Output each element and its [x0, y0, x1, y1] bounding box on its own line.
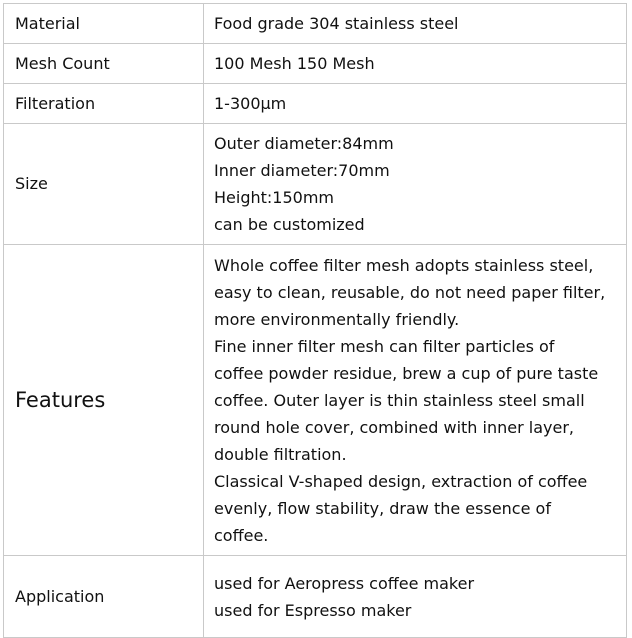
spec-table — [3, 3, 627, 638]
value-line: Classical V-shaped design, extraction of coffee — [214, 471, 588, 491]
table-row-size — [4, 124, 627, 245]
row-value — [204, 124, 627, 245]
value-line: Food grade 304 stainless steel — [214, 14, 459, 33]
row-value — [204, 84, 627, 124]
value-line: 1-300μm — [214, 94, 287, 113]
value-line: Whole coffee filter mesh adopts stainless steel, — [214, 255, 594, 275]
table-row-application — [4, 556, 627, 638]
row-label: Mesh Count — [4, 44, 204, 84]
row-label: Features — [4, 245, 204, 556]
row-label: Material — [4, 4, 204, 44]
value-line: Fine inner filter mesh can filter particles of — [214, 336, 555, 356]
table-row-features — [4, 245, 627, 556]
value-line: coffee. Outer layer is thin stainless steel small — [214, 390, 585, 410]
row-label: Filteration — [4, 84, 204, 124]
row-value — [204, 245, 627, 556]
value-line: coffee. — [214, 525, 269, 545]
value-line: easy to clean, reusable, do not need paper filter, — [214, 282, 606, 302]
table-row-material — [4, 4, 627, 44]
row-label: Application — [4, 556, 204, 638]
value-line: more environmentally friendly. — [214, 309, 460, 329]
value-line: Inner diameter:70mm — [214, 161, 390, 180]
row-label: Size — [4, 124, 204, 245]
table-row-filteration — [4, 84, 627, 124]
value-line: round hole cover, combined with inner layer, — [214, 417, 574, 437]
value-line: evenly, flow stability, draw the essence of — [214, 498, 551, 518]
value-line: coffee powder residue, brew a cup of pure taste — [214, 363, 599, 383]
row-value — [204, 4, 627, 44]
value-line: Height:150mm — [214, 188, 334, 207]
value-line: 100 Mesh 150 Mesh — [214, 54, 375, 73]
table-row-mesh-count — [4, 44, 627, 84]
row-value — [204, 44, 627, 84]
value-line: Outer diameter:84mm — [214, 134, 394, 153]
value-line: used for Espresso maker — [214, 600, 412, 620]
value-line: used for Aeropress coffee maker — [214, 573, 475, 593]
value-line: double filtration. — [214, 444, 347, 464]
value-line: can be customized — [214, 215, 365, 234]
row-value — [204, 556, 627, 638]
